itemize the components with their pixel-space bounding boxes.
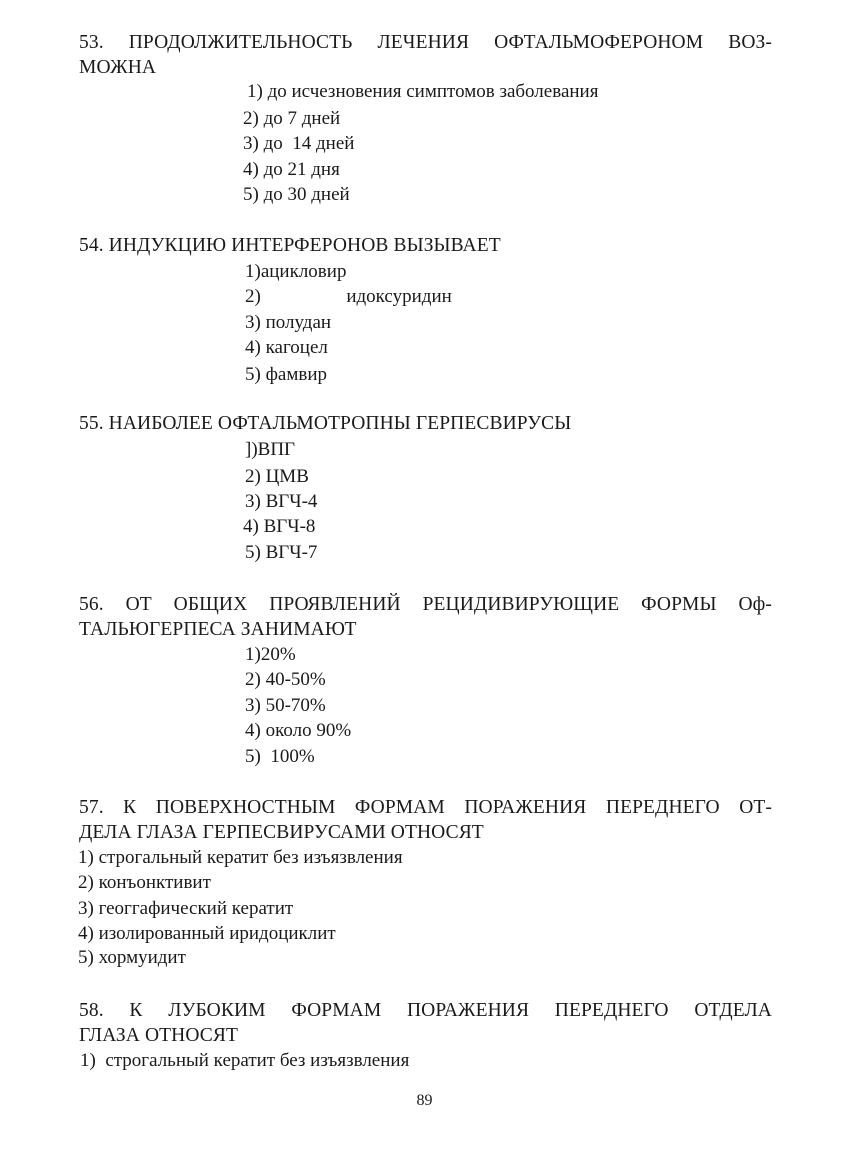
question-55-option-1: ])ВПГ — [245, 439, 296, 460]
question-53-option-3: 3) до 14 дней — [243, 133, 355, 154]
question-57-option-5: 5) хормуидит — [78, 947, 186, 968]
question-56-option-5: 5) 100% — [245, 746, 315, 767]
question-55-title-line1: 55. НАИБОЛЕЕ ОФТАЛЬМОТРОПНЫ ГЕРПЕСВИРУСЫ — [79, 413, 572, 434]
question-57-option-3: 3) геоггафический кератит — [78, 898, 294, 919]
question-57-option-2: 2) конъонктивит — [78, 872, 211, 893]
question-55-title — [79, 411, 772, 436]
question-57-title-line1: 57. К ПОВЕРХНОСТНЫМ ФОРМАМ ПОРАЖЕНИЯ ПЕРЕДНЕГО ОТ- — [79, 797, 772, 818]
question-53-option-2: 2) до 7 дней — [243, 108, 341, 129]
question-53-title — [79, 30, 772, 80]
question-55-option-3: 3) ВГЧ-4 — [245, 491, 318, 512]
question-58-title — [79, 998, 772, 1048]
question-55-option-2: 2) ЦМВ — [245, 466, 309, 487]
question-58-title-line1: 58. К ЛУБОКИМ ФОРМАМ ПОРАЖЕНИЯ ПЕРЕДНЕГО ОТДЕЛА — [79, 1000, 772, 1021]
question-54-option-5: 5) фамвир — [245, 364, 327, 385]
question-56-option-2: 2) 40-50% — [245, 669, 326, 690]
question-55-option-5: 5) ВГЧ-7 — [245, 542, 318, 563]
question-56-title-line1: 56. ОТ ОБЩИХ ПРОЯВЛЕНИЙ РЕЦИДИВИРУЮЩИЕ ФОРМЫ Оф- — [79, 594, 772, 615]
question-54-option-4: 4) кагоцел — [245, 337, 328, 358]
question-56-option-3: 3) 50-70% — [245, 695, 326, 716]
question-57-option-4: 4) изолированный иридоциклит — [78, 923, 336, 944]
question-53-title-line1: 53. ПРОДОЛЖИТЕЛЬНОСТЬ ЛЕЧЕНИЯ ОФТАЛЬМОФЕРОНОМ ВОЗ- — [79, 32, 772, 53]
question-57-title-line2: ДЕЛА ГЛАЗА ГЕРПЕСВИРУСАМИ ОТНОСЯТ — [79, 822, 484, 843]
question-56-title — [79, 592, 772, 642]
question-53-option-5: 5) до 30 дней — [243, 184, 350, 205]
question-57-option-1: 1) строгальный кератит без изъязвления — [78, 847, 403, 868]
question-54-option-2: 2) идоксуридин — [245, 286, 452, 307]
page-number: 89 — [416, 1092, 433, 1109]
question-54-option-3: 3) полудан — [245, 312, 332, 333]
question-58-option-1: 1) строгальный кератит без изъязвления — [80, 1050, 410, 1071]
question-58-title-line2: ГЛАЗА ОТНОСЯТ — [79, 1025, 238, 1046]
question-54-title-line1: 54. ИНДУКЦИЮ ИНТЕРФЕРОНОВ ВЫЗЫВАЕТ — [79, 235, 501, 256]
question-54-title — [79, 233, 772, 258]
question-56-option-4: 4) около 90% — [245, 720, 352, 741]
question-53-option-1: 1) до исчезновения симптомов заболевания — [247, 81, 599, 102]
question-57-title — [79, 795, 772, 845]
question-56-title-line2: ТАЛЬЮГЕРПЕСА ЗАНИМАЮТ — [79, 619, 357, 640]
question-53-option-4: 4) до 21 дня — [243, 159, 340, 180]
question-56-option-1: 1)20% — [245, 644, 296, 665]
question-53-title-line2: МОЖНА — [79, 57, 157, 78]
question-55-option-4: 4) ВГЧ-8 — [243, 516, 316, 537]
question-54-option-1: 1)ацикловир — [245, 261, 347, 282]
